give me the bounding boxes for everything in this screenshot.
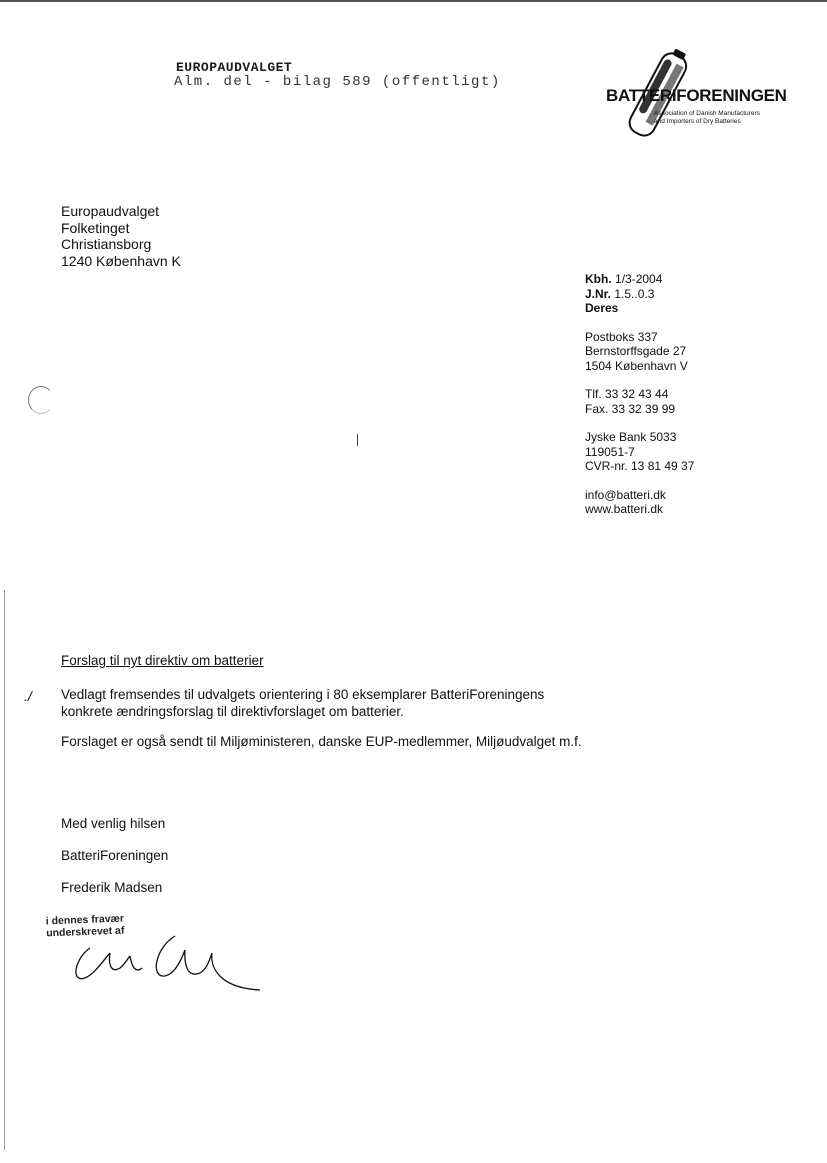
bank-line: Jyske Bank 5033 <box>585 430 677 444</box>
date-label: Kbh. <box>585 272 612 286</box>
deres-label: Deres <box>585 301 619 315</box>
letter-subject: Forslag til nyt direktiv om batterier <box>61 653 264 668</box>
recipient-line: Christiansborg <box>61 236 152 252</box>
sender-organisation: BatteriForeningen <box>61 848 169 863</box>
recipient-line: 1240 København K <box>61 252 181 269</box>
signed-note-line: underskrevet af <box>46 924 125 940</box>
batteriforeningen-logo <box>604 44 794 144</box>
recipient-line: Europaudvalget <box>61 203 160 219</box>
logo-tagline-line2: and Importers of Dry Batteries <box>654 118 741 125</box>
reference-block <box>585 272 694 316</box>
address-line: 1504 København V <box>585 358 688 373</box>
recipient-address <box>61 203 181 269</box>
scan-margin-line <box>4 590 5 1150</box>
logo-wordmark: BATTERIFORENINGEN <box>606 86 787 105</box>
phone-number: Tlf. 33 32 43 44 <box>585 387 669 401</box>
bank-line: 119051-7 <box>585 444 635 459</box>
fax-number: Fax. 33 32 39 99 <box>585 401 676 416</box>
scan-tick-mark <box>357 434 358 446</box>
scan-top-edge <box>0 0 827 2</box>
email-address: info@batteri.dk <box>585 487 666 502</box>
date-value: 1/3-2004 <box>615 272 663 286</box>
jnr-value: 1.5..0.3 <box>614 286 655 301</box>
address-line: Postboks 337 <box>585 329 658 344</box>
cvr-number: CVR-nr. 13 81 49 37 <box>585 459 695 473</box>
address-line: Bernstorffsgade 27 <box>585 344 687 358</box>
postal-address <box>585 330 694 374</box>
contact-block <box>585 488 694 517</box>
enclosure-mark: ./ <box>24 688 32 704</box>
greeting: Med venlig hilsen <box>61 816 166 831</box>
scan-punch-mark <box>28 386 54 414</box>
sender-name: Frederik Madsen <box>61 880 163 895</box>
sender-details <box>585 272 694 531</box>
logo-tagline-line1: Association of Danish Manufacturers <box>654 110 760 117</box>
bank-block <box>585 430 694 474</box>
website: www.batteri.dk <box>585 502 664 516</box>
stamp-heading: EUROPAUDVALGET <box>176 60 293 75</box>
body-paragraph: Forslaget er også sendt til Miljøministeren, danske EUP-medlemmer, Miljøudvalget m.f. <box>61 734 582 749</box>
phone-block <box>585 387 694 416</box>
body-paragraph: Vedlagt fremsendes til udvalgets orientering i 80 eksemplarer BatteriForeningens konkrete ændringsforslag til direktivforslaget om batterier. <box>61 687 545 719</box>
jnr-label: J.Nr. <box>585 286 612 301</box>
recipient-line: Folketinget <box>61 219 130 236</box>
logo-tagline <box>654 110 760 126</box>
signed-note-line: i dennes fravær <box>45 912 125 928</box>
handwritten-signature <box>70 928 270 998</box>
stamp-subheading: Alm. del - bilag 589 (offentligt) <box>174 74 501 90</box>
